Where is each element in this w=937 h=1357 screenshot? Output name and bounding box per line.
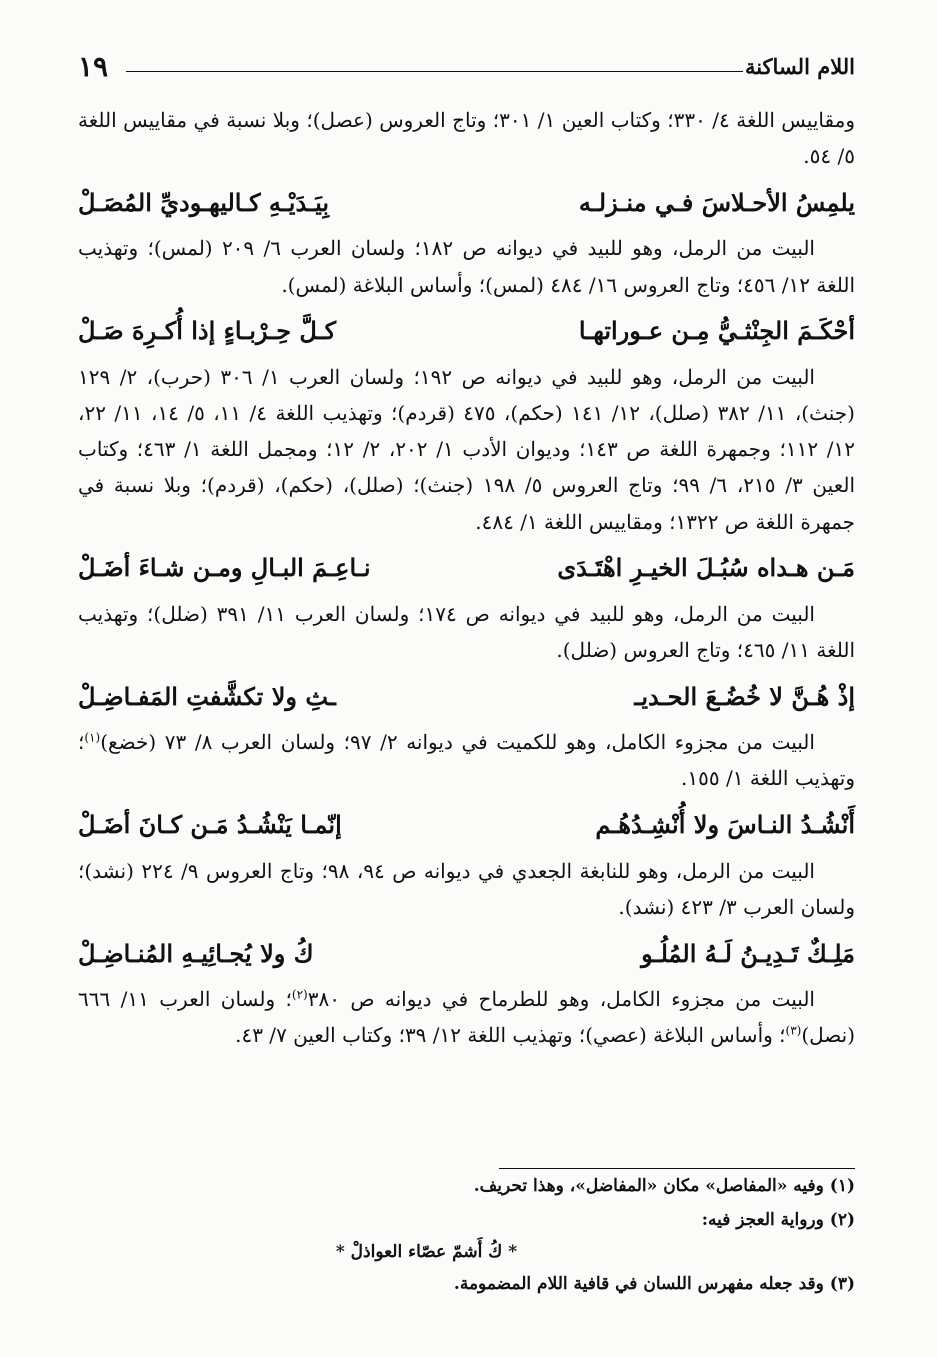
verse-first-hemistich: إذْ هُـنَّ لا خُضُـعَ الحـديـ	[634, 681, 855, 711]
footnote-1: (١) وفيه «المفاصل» مكان «المفاضل»، وهذا تحريف.	[473, 1176, 855, 1196]
verse-first-hemistich: يلمِسُ الأحـلاسَ فـي منـزلـه	[578, 187, 855, 217]
paragraph	[78, 724, 855, 796]
verse-second-hemistich: كُ ولا يُجـائِيـهِ المُنـاضِـلْ	[78, 938, 314, 968]
footnote-3: (٣) وقد جعله مفهرس اللسان في قافية اللام المضمومة.	[453, 1274, 855, 1294]
page-number: ١٩	[78, 50, 109, 83]
verse-first-hemistich: أحْكَـمَ الجِنْثـيُّ مِـن عـوراتهـا	[578, 316, 855, 346]
paragraph-text: البيت من مجزوء الكامل، وهو للطرماح في ديوانه ص ٣٨٠	[307, 987, 815, 1012]
verse-second-hemistich: بِيَـدَيْـهِ كـاليهـوديِّ المُصَـلْ	[78, 187, 330, 217]
verse-line	[78, 174, 855, 230]
paragraph: البيت من الرمل، وهو للبيد في ديوانه ص ١٧٤؛ ولسان العرب ١١/ ٣٩١ (ضلل)؛ وتهذيب اللغة ١١/ ٤٦٥؛ وتاج العروس (ضلل).	[78, 601, 855, 663]
footnote-marker: (٣)	[785, 1023, 802, 1038]
paragraph: ومقاييس اللغة ٤/ ٣٣٠؛ وكتاب العين ١/ ٣٠١؛ وتاج العروس (عصل)؛ وبلا نسبة في مقاييس اللغة ٥/ ٥٤.	[78, 108, 855, 169]
paragraph-text: البيت من مجزوء الكامل، وهو للكميت في ديوانه ٢/ ٩٧؛ ولسان العرب ٨/ ٧٣ (خضع)	[100, 730, 815, 755]
footnotes	[78, 1168, 855, 1301]
footnote-2-verse: * كُ أَشمّ عصّاء العواذلْ *	[335, 1242, 518, 1262]
verse-line	[78, 925, 855, 981]
verse-line	[78, 540, 855, 596]
verse-second-hemistich: نـاعِـمَ البـالِ ومـن شـاءَ أضَـلْ	[78, 553, 371, 583]
verse-second-hemistich: ـثِ ولا تكشَّفتِ المَفـاضِـلْ	[78, 681, 336, 711]
header-rule	[126, 71, 743, 72]
paragraph: البيت من الرمل، وهو للبيد في ديوانه ص ١٨٢؛ ولسان العرب ٦/ ٢٠٩ (لمس)؛ وتهذيب اللغة ١٢/ ٤٥٦؛ وتاج العروس ١٦/ ٤٨٤ (لمس)؛ وأساس البلاغة (لمس).	[78, 236, 855, 297]
verse-line	[78, 303, 855, 359]
chapter-title: اللام الساكنة	[744, 54, 855, 79]
verse-line	[78, 668, 855, 724]
verse-first-hemistich: مَلِـكٌ تَـدِيـنُ لَـهُ المُلُـو	[641, 938, 855, 968]
verse-second-hemistich: كـلَّ حِـرْبـاءٍ إذا أُكـرِهَ صَـلْ	[78, 316, 337, 346]
footnote-2: (٢) ورواية العجز فيه:	[701, 1210, 855, 1230]
paragraph-text: ؛ وأساس البلاغة (عصي)؛ وتهذيب اللغة ١٢/ ٣٩؛ وكتاب العين ٧/ ٤٣.	[235, 1023, 786, 1048]
paragraph-text: ؛ ولسان العرب ١١/ ٦٦٦ (نصل)	[78, 987, 855, 1048]
paragraph	[78, 981, 855, 1053]
footnote-marker: (٢)	[291, 987, 308, 1002]
paragraph-text: ؛ وتهذيب اللغة ١/ ١٥٥.	[78, 730, 855, 791]
running-header	[78, 52, 855, 86]
footnote-marker: (١)	[84, 730, 101, 745]
verse-second-hemistich: إنّمـا يَنْشُـدُ مَـن كـانَ أضَـلْ	[78, 810, 342, 840]
verse-first-hemistich: أَنْشُـدُ النـاسَ ولا أُنْشِـدُهُـم	[595, 810, 855, 840]
main-text	[78, 102, 855, 1053]
verse-line	[78, 797, 855, 853]
paragraph: البيت من الرمل، وهو للبيد في ديوانه ص ١٩٢؛ ولسان العرب ١/ ٣٠٦ (حرب)، ٢/ ١٢٩ (جنث)، ١١/ ٣٨٢ (صلل)، ١٢/ ١٤١ (حكم)، ٤٧٥ (قردم)؛ وتهذيب اللغة ٤/ ١١، ٥/ ١٤، ١١/ ٢٢، ١٢/ ١١٢؛ وجمهرة اللغة ص ١٤٣؛ وديوان الأدب ١/ ٢٠٢، ٢/ ١٢؛ ومجمل اللغة ١/ ٤٦٣؛ وكتاب العين ٣/ ٢١٥، ٦/ ٩٩؛ وتاج العروس ٥/ ١٩٨ (جنث)؛ (صلل)، (حكم)، (قردم)؛ وبلا نسبة في جمهرة اللغة ص ١٣٢٢؛ ومقاييس اللغة ١/ ٤٨٤.	[78, 364, 855, 534]
paragraph: البيت من الرمل، وهو للنابغة الجعدي في ديوانه ص ٩٤، ٩٨؛ وتاج العروس ٩/ ٢٢٤ (نشد)؛ ولسان العرب ٣/ ٤٢٣ (نشد).	[78, 858, 855, 919]
verse-first-hemistich: مَـن هـداه سُبُـلَ الخيـرِ اهْتَـدَى	[557, 553, 855, 583]
